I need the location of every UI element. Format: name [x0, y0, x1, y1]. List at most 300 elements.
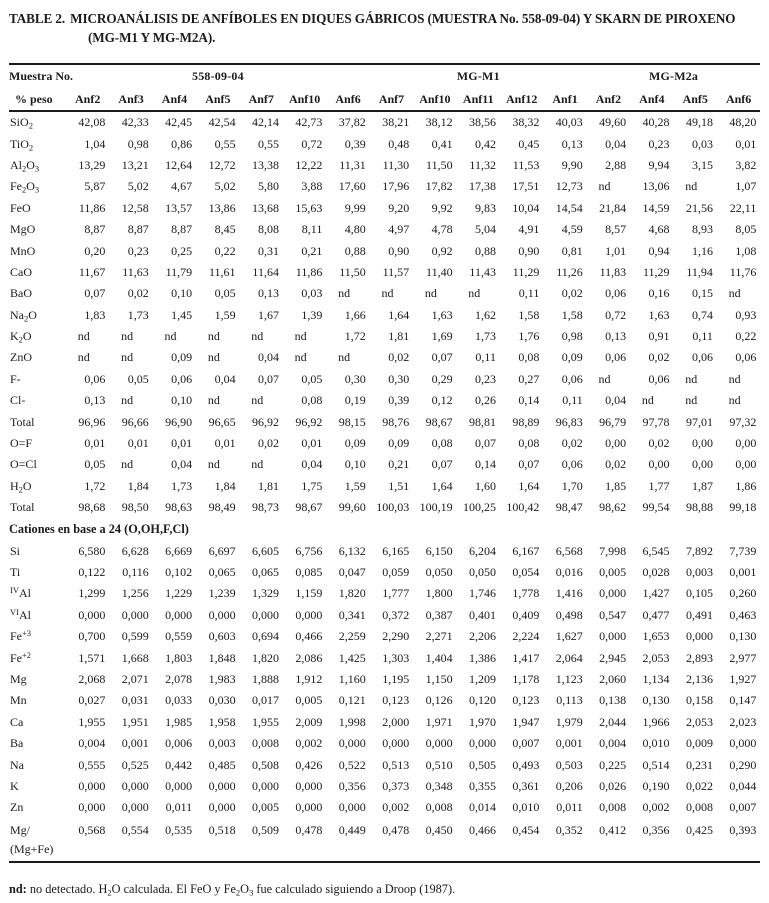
- cell-value: 0,004: [78, 736, 106, 751]
- cell-value: 12,72: [208, 157, 236, 172]
- cell-value: 1,778: [512, 586, 540, 601]
- cell-value: 0,510: [425, 757, 453, 772]
- cell-value: 11,64: [252, 264, 279, 279]
- cell-value: 0,000: [382, 736, 410, 751]
- table-row: [9, 819, 760, 862]
- cell-value: 98,47: [555, 500, 583, 515]
- cell-value: 0,000: [208, 800, 236, 815]
- cell-value: 0,126: [425, 693, 453, 708]
- cell-value: 6,167: [512, 543, 540, 558]
- cell-value: 98,73: [251, 500, 279, 515]
- cell-value: 0,23: [474, 371, 496, 386]
- cell-value: 1,386: [468, 650, 496, 665]
- cell-value: 1,416: [555, 586, 583, 601]
- cell-value: 1,63: [648, 307, 670, 322]
- cell-value: 8,87: [84, 222, 106, 237]
- cell-value: 11,86: [78, 200, 106, 215]
- cell-value: 0,485: [208, 757, 236, 772]
- table-row: [9, 133, 760, 154]
- cell-value: 0,001: [555, 736, 583, 751]
- cell-value: 11,43: [469, 264, 496, 279]
- cell-value: 2,060: [599, 671, 627, 686]
- cell-value: nd: [207, 350, 220, 365]
- cell-value: 0,06: [84, 371, 106, 386]
- cell-value: 1,303: [382, 650, 410, 665]
- cell-value: 38,12: [425, 115, 453, 130]
- cell-value: 1,848: [208, 650, 236, 665]
- cell-value: 1,329: [251, 586, 279, 601]
- table-caption: [9, 9, 760, 47]
- cell-value: 0,21: [388, 457, 410, 472]
- cell-value: 0,00: [735, 457, 757, 472]
- cell-value: 5,02: [214, 179, 236, 194]
- cell-value: 11,53: [512, 157, 540, 172]
- table-row: [9, 111, 760, 133]
- cell-value: 0,09: [344, 436, 366, 451]
- cell-value: 0,22: [214, 243, 236, 258]
- group-header-mg-m2a: MG-M2a: [648, 69, 699, 83]
- section-heading: Cationes en base a 24 (O,OH,F,Cl): [9, 521, 189, 536]
- cell-value: 0,06: [605, 350, 627, 365]
- cell-value: 17,60: [338, 179, 366, 194]
- cell-value: 37,82: [338, 115, 366, 130]
- cell-value: 0,000: [295, 800, 323, 815]
- cell-value: 0,000: [251, 607, 279, 622]
- cell-value: 1,67: [257, 307, 279, 322]
- cell-value: 99,60: [338, 500, 366, 515]
- cell-value: 6,204: [468, 543, 496, 558]
- cell-value: nd: [468, 286, 481, 301]
- cell-value: 0,290: [729, 757, 757, 772]
- cell-value: nd: [728, 393, 741, 408]
- cell-value: 0,050: [468, 565, 496, 579]
- cell-value: 98,50: [121, 500, 149, 515]
- cell-value: nd: [121, 393, 134, 408]
- peso-label: % peso: [9, 88, 66, 111]
- cell-value: 0,513: [382, 757, 410, 772]
- cell-value: 1,63: [431, 307, 453, 322]
- cell-value: 98,63: [165, 500, 193, 515]
- cell-value: 0,008: [251, 736, 279, 751]
- cell-value: 0,02: [648, 436, 670, 451]
- cell-value: 0,355: [468, 778, 496, 793]
- cell-value: 0,000: [685, 629, 713, 644]
- cell-value: 0,005: [295, 693, 323, 708]
- cell-value: 0,547: [599, 607, 627, 622]
- cell-value: 0,41: [431, 136, 453, 151]
- cell-value: 0,09: [171, 350, 193, 365]
- column-header-anf10-5: Anf10: [283, 88, 326, 111]
- cell-value: 0,000: [295, 778, 323, 793]
- cell-value: 96,92: [251, 414, 279, 429]
- cell-value: nd: [641, 393, 654, 408]
- cell-value: nd: [685, 393, 698, 408]
- table-row: [9, 669, 760, 690]
- cell-value: 1,85: [605, 478, 627, 493]
- cell-value: 42,73: [295, 115, 323, 130]
- cell-value: 5,04: [474, 222, 496, 237]
- cell-value: 1,84: [214, 478, 236, 493]
- cell-value: 11,50: [339, 264, 366, 279]
- cell-value: 0,555: [78, 757, 106, 772]
- cell-value: 0,06: [735, 350, 757, 365]
- cell-value: 0,14: [474, 457, 496, 472]
- cell-value: 0,393: [729, 822, 757, 837]
- cell-value: 6,545: [642, 543, 670, 558]
- cell-value: 1,64: [388, 307, 410, 322]
- row-label: BaO: [10, 286, 32, 301]
- cell-value: 1,58: [518, 307, 540, 322]
- cell-value: 2,136: [685, 671, 713, 686]
- cell-value: 1,425: [338, 650, 366, 665]
- row-label: $K_2O$: [10, 329, 32, 345]
- cell-value: 11,30: [382, 157, 410, 172]
- table-row: [9, 476, 760, 497]
- cell-value: 0,007: [729, 800, 757, 815]
- cell-value: 0,000: [338, 736, 366, 751]
- table-row: [9, 626, 760, 647]
- table-row: [9, 797, 760, 818]
- cell-value: 1,64: [431, 478, 453, 493]
- cell-value: 0,454: [512, 822, 540, 837]
- cell-value: 0,13: [561, 136, 583, 151]
- cell-value: 0,88: [474, 243, 496, 258]
- cell-value: 98,81: [468, 414, 496, 429]
- cell-value: 7,998: [599, 543, 627, 558]
- table-row: [9, 369, 760, 390]
- cell-value: 0,361: [512, 778, 540, 793]
- cell-value: 0,065: [251, 565, 279, 579]
- column-header-anf1-11: Anf1: [543, 88, 586, 111]
- cell-value: 6,669: [165, 543, 193, 558]
- column-header-anf4-2: Anf4: [153, 88, 196, 111]
- cell-value: 22,11: [729, 200, 757, 215]
- cell-value: 0,426: [295, 757, 323, 772]
- cell-value: 17,38: [468, 179, 496, 194]
- cell-value: 1,70: [561, 478, 583, 493]
- table-header: [9, 64, 760, 111]
- cell-value: 9,83: [474, 200, 496, 215]
- cell-value: 0,011: [556, 800, 583, 815]
- row-label: $H_2O$: [10, 478, 32, 495]
- cell-value: 0,02: [561, 436, 583, 451]
- cell-value: 0,004: [599, 736, 627, 751]
- cell-value: 0,050: [425, 565, 453, 579]
- cell-value: 1,39: [301, 307, 323, 322]
- cell-value: 1,668: [121, 650, 149, 665]
- cell-value: 12,58: [121, 200, 149, 215]
- footnote-text: no detectado. $H_2O$ calculada. El FeO y $Fe_2O_3$ fue calculado siguiendo a Droop (1987).: [26, 881, 456, 897]
- cell-value: 0,14: [518, 393, 540, 408]
- cell-value: 0,90: [518, 243, 540, 258]
- row-label: ZnO: [10, 350, 32, 365]
- cell-value: 11,67: [78, 264, 106, 279]
- cell-value: 0,000: [208, 607, 236, 622]
- cell-value: 2,224: [512, 629, 540, 644]
- cell-value: nd: [251, 393, 264, 408]
- cell-value: 4,68: [648, 222, 670, 237]
- row-label: O=Cl: [10, 457, 37, 472]
- cell-value: 38,56: [468, 115, 496, 130]
- column-header-anf6-6: Anf6: [326, 88, 369, 111]
- cell-value: 0,401: [468, 607, 496, 622]
- table-row: [9, 283, 760, 304]
- cell-value: 0,031: [121, 693, 149, 708]
- cell-value: 98,67: [425, 414, 453, 429]
- table-row: [9, 583, 760, 604]
- cell-value: 1,51: [388, 478, 410, 493]
- cell-value: 0,55: [214, 136, 236, 151]
- cell-value: 40,28: [642, 115, 670, 130]
- cell-value: 0,001: [729, 565, 757, 579]
- column-header-anf7-4: Anf7: [240, 88, 283, 111]
- cell-value: 0,13: [257, 286, 279, 301]
- cell-value: 0,535: [165, 822, 193, 837]
- cell-value: 2,977: [729, 650, 757, 665]
- cell-value: 2,88: [605, 157, 627, 172]
- cell-value: 0,01: [84, 436, 106, 451]
- row-label: O=F: [10, 436, 33, 451]
- cell-value: nd: [424, 286, 437, 301]
- cell-value: 96,65: [208, 414, 236, 429]
- cell-value: 0,98: [561, 329, 583, 344]
- cell-value: 0,373: [382, 778, 410, 793]
- cell-value: 0,000: [165, 607, 193, 622]
- row-label: Ti: [10, 565, 21, 579]
- cell-value: 42,33: [121, 115, 149, 130]
- cell-value: 0,000: [78, 800, 106, 815]
- cell-value: 0,010: [512, 800, 540, 815]
- table-row: [9, 240, 760, 261]
- row-label: Total: [10, 500, 35, 515]
- cell-value: 9,92: [431, 200, 453, 215]
- cell-value: 6,132: [338, 543, 366, 558]
- cell-value: 42,54: [208, 115, 236, 130]
- cell-value: 0,002: [642, 800, 670, 815]
- cell-value: 1,417: [512, 650, 540, 665]
- cell-value: 1,958: [208, 714, 236, 729]
- cell-value: 0,122: [78, 565, 106, 579]
- cell-value: 0,005: [251, 800, 279, 815]
- cell-value: 96,90: [165, 414, 193, 429]
- cell-value: 0,00: [605, 436, 627, 451]
- cell-value: 0,503: [555, 757, 583, 772]
- cell-value: 4,97: [388, 222, 410, 237]
- cell-value: 0,000: [599, 629, 627, 644]
- section-heading-row: [9, 518, 760, 540]
- row-label: Total: [10, 414, 35, 429]
- cell-value: 9,99: [344, 200, 366, 215]
- cell-value: 2,000: [382, 714, 410, 729]
- cell-value: 0,509: [251, 822, 279, 837]
- cell-value: 3,15: [691, 157, 713, 172]
- cell-value: 2,259: [338, 629, 366, 644]
- group-header-558-09-04: 558-09-04: [192, 69, 244, 83]
- cell-value: 0,123: [382, 693, 410, 708]
- cell-value: 0,138: [599, 693, 627, 708]
- cell-value: 0,06: [648, 371, 670, 386]
- cell-value: 1,77: [648, 478, 670, 493]
- cell-value: 1,72: [84, 478, 106, 493]
- cell-value: 0,30: [388, 371, 410, 386]
- cell-value: 0,348: [425, 778, 453, 793]
- cell-value: 0,120: [468, 693, 496, 708]
- cell-value: 7,892: [685, 543, 713, 558]
- cell-value: 0,463: [729, 607, 757, 622]
- cell-value: 0,13: [84, 393, 106, 408]
- cell-value: 1,195: [382, 671, 410, 686]
- cell-value: 96,66: [121, 414, 149, 429]
- cell-value: 1,777: [382, 586, 410, 601]
- cell-value: 0,01: [171, 436, 193, 451]
- cell-value: 2,009: [295, 714, 323, 729]
- cell-value: 3,82: [735, 157, 757, 172]
- cell-value: 0,01: [127, 436, 149, 451]
- cell-value: 0,000: [78, 778, 106, 793]
- cell-value: 0,02: [127, 286, 149, 301]
- cell-value: 0,07: [257, 371, 279, 386]
- cell-value: 0,022: [685, 778, 713, 793]
- cell-value: 0,508: [251, 757, 279, 772]
- cell-value: 0,94: [648, 243, 670, 258]
- cell-value: 0,08: [518, 350, 540, 365]
- cell-value: 100,19: [419, 500, 453, 515]
- cell-value: 1,427: [642, 586, 670, 601]
- cell-value: 0,599: [121, 629, 149, 644]
- cell-value: 0,000: [121, 778, 149, 793]
- cell-value: 0,113: [556, 693, 583, 708]
- cell-value: 0,010: [642, 736, 670, 751]
- cell-value: 0,008: [425, 800, 453, 815]
- table-row: [9, 754, 760, 775]
- cell-value: 0,008: [599, 800, 627, 815]
- cell-value: 1,820: [251, 650, 279, 665]
- cell-value: 0,05: [127, 371, 149, 386]
- cell-value: 0,05: [84, 457, 106, 472]
- cell-value: 0,74: [691, 307, 713, 322]
- cell-value: 0,085: [295, 565, 323, 579]
- table-row: [9, 454, 760, 475]
- cell-value: 1,62: [474, 307, 496, 322]
- cell-value: 0,000: [338, 800, 366, 815]
- cell-value: 0,409: [512, 607, 540, 622]
- cell-value: 15,63: [295, 200, 323, 215]
- row-label: $Al_2O_3$: [10, 157, 40, 174]
- cell-value: 12,73: [555, 179, 583, 194]
- cell-value: 6,150: [425, 543, 453, 558]
- cell-value: nd: [381, 286, 394, 301]
- cell-value: 0,02: [257, 436, 279, 451]
- row-label: K: [10, 778, 19, 793]
- cell-value: 0,491: [685, 607, 713, 622]
- cell-value: 1,07: [735, 179, 757, 194]
- cell-value: 0,003: [208, 736, 236, 751]
- cell-value: 0,19: [344, 393, 366, 408]
- cell-value: 0,030: [208, 693, 236, 708]
- table-row: [9, 712, 760, 733]
- table-row: [9, 262, 760, 283]
- cell-value: 1,01: [605, 243, 627, 258]
- cell-value: 38,32: [512, 115, 540, 130]
- cell-value: 0,466: [468, 822, 496, 837]
- cell-value: 13,57: [165, 200, 193, 215]
- column-header-anf2-0: Anf2: [66, 88, 109, 111]
- cell-value: 0,02: [648, 350, 670, 365]
- cell-value: 11,61: [209, 264, 236, 279]
- cell-value: 1,912: [295, 671, 323, 686]
- cell-value: 49,18: [685, 115, 713, 130]
- cell-value: 0,07: [431, 350, 453, 365]
- column-header-row: [9, 88, 760, 111]
- cell-value: 0,03: [301, 286, 323, 301]
- cell-value: 0,31: [257, 243, 279, 258]
- cell-value: 0,10: [171, 393, 193, 408]
- cell-value: 2,023: [729, 714, 757, 729]
- cell-value: 0,065: [208, 565, 236, 579]
- cell-value: 2,078: [165, 671, 193, 686]
- cell-value: 0,000: [121, 800, 149, 815]
- cell-value: 11,86: [295, 264, 323, 279]
- cell-value: 6,568: [555, 543, 583, 558]
- cell-value: 1,951: [121, 714, 149, 729]
- cell-value: 1,45: [171, 307, 193, 322]
- row-label: MnO: [10, 243, 36, 258]
- table-row: [9, 433, 760, 454]
- cell-value: 1,820: [338, 586, 366, 601]
- table-row: [9, 733, 760, 754]
- cell-value: 11,26: [556, 264, 583, 279]
- cell-value: 0,000: [729, 736, 757, 751]
- cell-value: 0,016: [555, 565, 583, 579]
- cell-value: 8,11: [301, 222, 323, 237]
- cell-value: 0,425: [685, 822, 713, 837]
- cell-value: nd: [121, 329, 134, 344]
- cell-value: 2,271: [425, 629, 453, 644]
- cell-value: 11,29: [512, 264, 540, 279]
- cell-value: 98,15: [338, 414, 366, 429]
- table-row: [9, 605, 760, 626]
- cell-value: 1,83: [84, 307, 106, 322]
- cell-value: 0,011: [165, 800, 193, 815]
- cell-value: 0,477: [642, 607, 670, 622]
- cell-value: 1,75: [301, 478, 323, 493]
- cell-value: 1,64: [518, 478, 540, 493]
- cell-value: nd: [294, 350, 307, 365]
- row-label: FeO: [10, 200, 31, 215]
- table-row: [9, 562, 760, 583]
- cell-value: 96,96: [78, 414, 106, 429]
- cell-value: 0,08: [301, 393, 323, 408]
- sample-group-row: [9, 64, 760, 88]
- cell-value: 2,053: [642, 650, 670, 665]
- cell-value: 1,73: [474, 329, 496, 344]
- cell-value: 1,955: [251, 714, 279, 729]
- row-label: Si: [10, 543, 21, 558]
- cell-value: 13,38: [251, 157, 279, 172]
- cell-value: 1,08: [735, 243, 757, 258]
- cell-value: 14,59: [642, 200, 670, 215]
- cell-value: 5,02: [127, 179, 149, 194]
- cell-value: 0,442: [165, 757, 193, 772]
- row-label: Zn: [10, 800, 24, 815]
- cell-value: 0,003: [685, 565, 713, 579]
- table-row: [9, 647, 760, 668]
- cell-value: nd: [77, 329, 90, 344]
- cell-value: 0,10: [171, 286, 193, 301]
- cell-value: 0,01: [301, 436, 323, 451]
- cell-value: 1,947: [512, 714, 540, 729]
- cell-value: 2,053: [685, 714, 713, 729]
